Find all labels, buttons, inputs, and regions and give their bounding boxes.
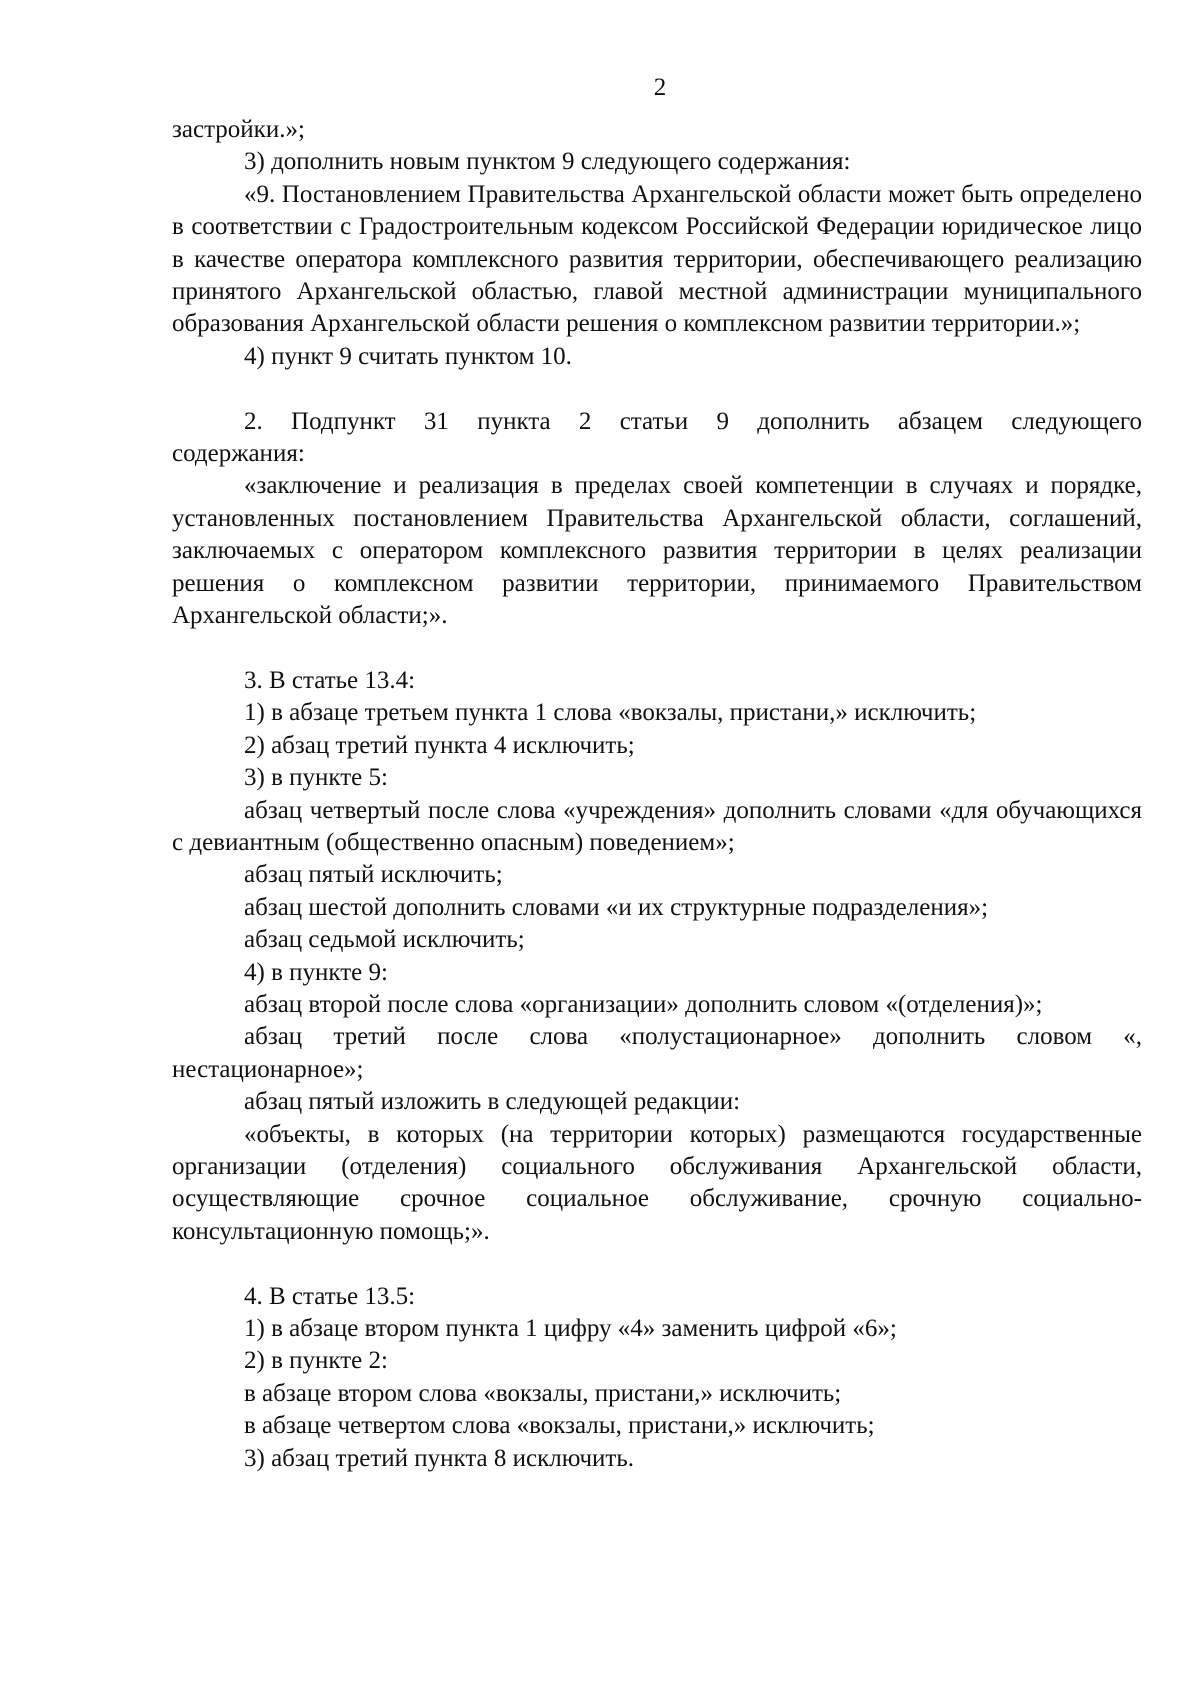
paragraph-abzac-5: абзац пятый исключить;: [244, 861, 503, 889]
paragraph-section-3-item-1: 1) в абзаце третьем пункта 1 слова «вокзалы, пристани,» исключить;: [244, 699, 977, 727]
paragraph-abzac-3: абзац третий после слова «полустационарное» дополнить словом «, нестационарное»;: [172, 1023, 1142, 1083]
document-body: [172, 114, 1142, 1475]
paragraph-section-3-item-4: 4) в пункте 9:: [244, 958, 388, 986]
paragraph-item-2-abzac-2: в абзаце втором слова «вокзалы, пристани,» исключить;: [244, 1379, 842, 1407]
paragraph-quote-9: «9. Постановлением Правительства Архангельской области может быть определено в соответствии с Градостроительным кодексом Российской Федерации юридическое лицо в качестве оператора комплексного развития территории, обеспечивающего реализацию принятого Архангельской областью, главой местной администрации муниципального образования Архангельской области решения о комплексном развитии территории.»;: [172, 180, 1142, 338]
paragraph-item-4: 4) пункт 9 считать пунктом 10.: [244, 342, 572, 370]
paragraph-abzac-7: абзац седьмой исключить;: [244, 926, 525, 954]
paragraph-item-3: 3) дополнить новым пунктом 9 следующего содержания:: [244, 148, 851, 176]
paragraph-section-4-item-3: 3) абзац третий пункта 8 исключить.: [244, 1444, 635, 1472]
paragraph-section-4-item-1: 1) в абзаце втором пункта 1 цифру «4» заменить цифрой «6»;: [244, 1314, 897, 1342]
page-number: 2: [653, 74, 667, 101]
paragraph-section-3-item-3: 3) в пункте 5:: [244, 764, 388, 792]
paragraph-section-4-item-2: 2) в пункте 2:: [244, 1347, 388, 1375]
paragraph-abzac-2: абзац второй после слова «организации» дополнить словом «(отделения)»;: [244, 990, 1043, 1018]
paragraph-section-2: 2. Подпункт 31 пункта 2 статьи 9 дополнить абзацем следующего содержания:: [172, 407, 1142, 468]
paragraph-abzac-4: абзац четвертый после слова «учреждения» дополнить словами «для обучающихся с девиантным (общественно опасным) поведением»;: [172, 796, 1142, 856]
paragraph-quote-agreement: «заключение и реализация в пределах своей компетенции в случаях и порядке, установленных постановлением Правительства Архангельской области, соглашений, заключаемых с оператором комплексного развития территории в целях реализации решения о комплексном развитии территории, принимаемого Правительством Архангельской области;».: [172, 472, 1142, 630]
paragraph-abzac-5-redaction: абзац пятый изложить в следующей редакции:: [244, 1088, 741, 1116]
paragraph-section-3-item-2: 2) абзац третий пункта 4 исключить;: [244, 731, 635, 759]
paragraph-section-3: 3. В статье 13.4:: [244, 666, 416, 694]
paragraph-quote-objects: «объекты, в которых (на территории которых) размещаются государственные организации (отделения) социального обслуживания Архангельской области, осуществляющие срочное социальное обслуживание, срочную социально-консультационную помощь;».: [172, 1120, 1142, 1245]
paragraph-section-4: 4. В статье 13.5:: [244, 1282, 416, 1310]
paragraph-continuation: застройки.»;: [172, 116, 305, 143]
paragraph-abzac-6: абзац шестой дополнить словами «и их структурные подразделения»;: [244, 893, 989, 921]
paragraph-item-2-abzac-4: в абзаце четвертом слова «вокзалы, пристани,» исключить;: [244, 1412, 875, 1440]
